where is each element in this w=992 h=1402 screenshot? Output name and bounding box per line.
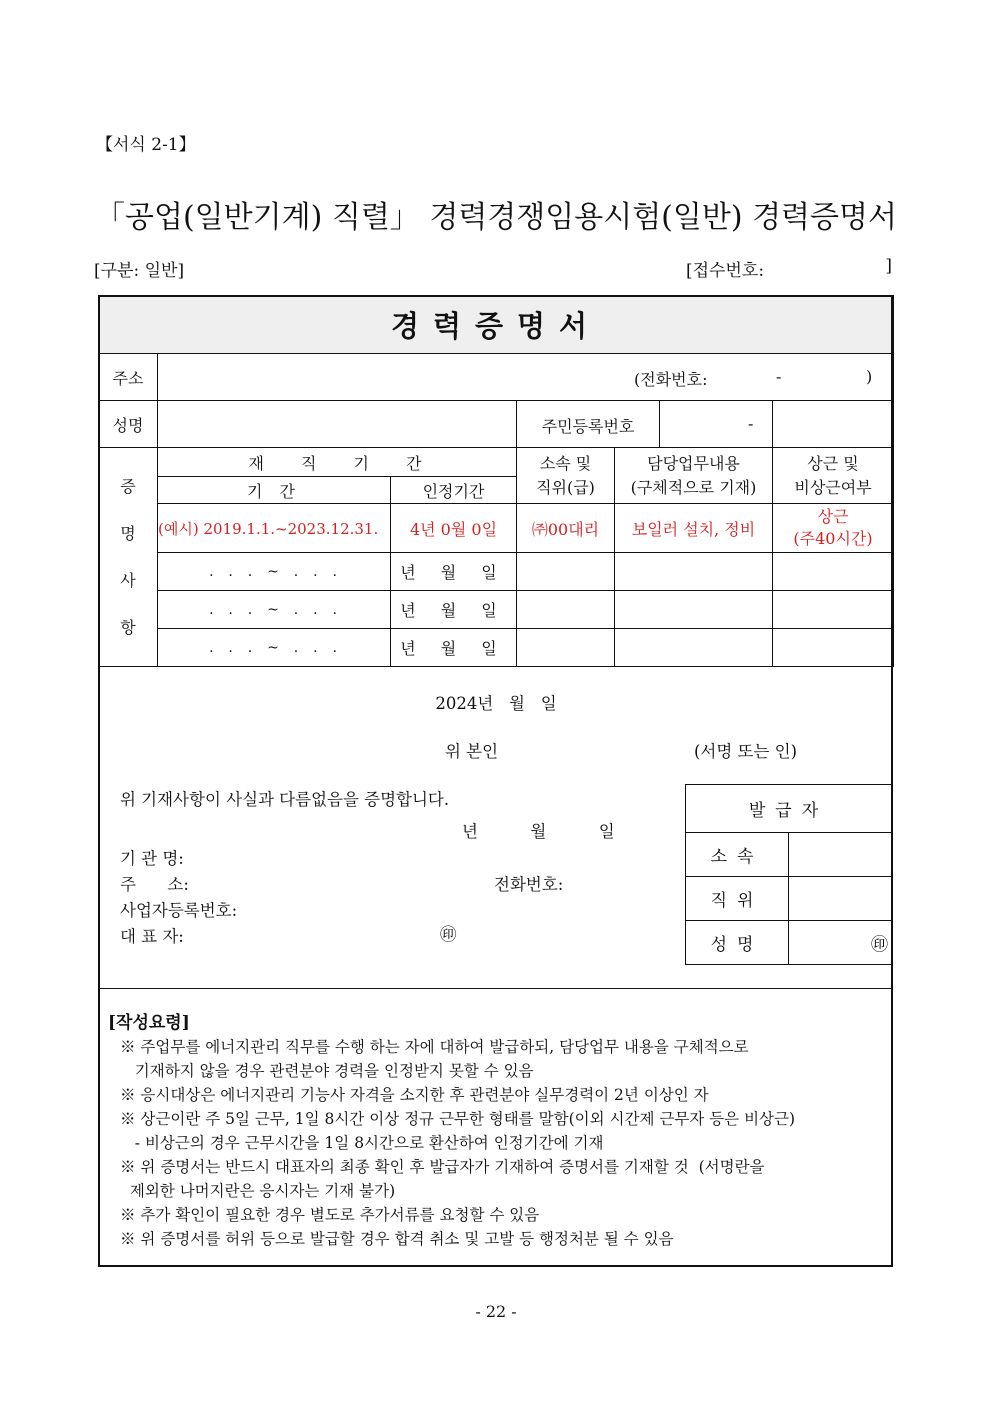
- career-recognized-field[interactable]: 년 월 일: [391, 629, 517, 667]
- guide-line: ※ 주업무를 에너지관리 직무를 수행 하는 자에 대하여 발급하되, 담당업무 내용을 구체적으로: [120, 1038, 749, 1056]
- certify-date: 년 월 일: [462, 822, 615, 841]
- form-code: 【서식 2-1】: [96, 135, 196, 155]
- guide-line: ※ 응시대상은 에너지관리 기능사 자격을 소지한 후 관련분야 실무경력이 2년 이상인 자: [120, 1086, 709, 1104]
- applicant-label: 위 본인: [445, 742, 499, 761]
- guide-line: ※ 상근이란 주 5일 근무, 1일 8시간 이상 정규 근무한 형태를 말함(이외 시간제 근무자 등은 비상근): [120, 1110, 796, 1128]
- guide-line: - 비상근의 경우 근무시간을 1일 8시간으로 환산하여 인정기간에 기재: [120, 1134, 604, 1152]
- certificate-header: 경력증명서: [99, 296, 894, 354]
- example-duty: 보일러 설치, 정비: [615, 504, 773, 553]
- category-label: [구분: 일반]: [94, 261, 185, 281]
- col-position-line1: 소속 및: [539, 453, 592, 473]
- signature-note: (서명 또는 인): [694, 742, 798, 761]
- side-char: 사: [120, 571, 136, 590]
- biz-number-label: 사업자등록번호:: [120, 901, 238, 920]
- org-phone-label: 전화번호:: [494, 875, 564, 894]
- career-period-field[interactable]: . . . ~ . . .: [158, 591, 391, 629]
- guide-line: ※ 추가 확인이 필요한 경우 별도로 추가서류를 요청할 수 있음: [120, 1206, 540, 1224]
- issuer-affiliation-field[interactable]: [789, 833, 892, 877]
- col-position-line2: 직위(급): [536, 477, 595, 497]
- side-char: 증: [120, 476, 136, 496]
- phone-label: (전화번호:: [634, 370, 708, 389]
- guide-heading: [작성요령]: [108, 1013, 190, 1033]
- career-period-field[interactable]: . . . ~ . . .: [158, 553, 391, 591]
- representative-label: 대 표 자:: [120, 927, 184, 946]
- name-label: 성명: [99, 401, 158, 448]
- org-address-label: 주 소:: [120, 875, 189, 894]
- issue-date: 2024년 월 일: [435, 694, 557, 713]
- example-fulltime-line1: 상근: [817, 506, 849, 526]
- issuer-table: [685, 784, 892, 965]
- career-period-field[interactable]: . . . ~ . . .: [158, 629, 391, 667]
- side-char: 명: [120, 523, 136, 543]
- career-recognized-field[interactable]: 년 월 일: [391, 553, 517, 591]
- employment-period-label: 재 직 기 간: [248, 453, 426, 473]
- address-label: 주소: [99, 354, 158, 401]
- guide-line: 제외한 나머지란은 응시자는 기재 불가): [120, 1182, 396, 1200]
- col-fulltime-line1: 상근 및: [807, 453, 859, 473]
- issuer-name-label: 성명: [686, 921, 789, 965]
- page-number: - 22 -: [475, 1302, 517, 1321]
- certify-statement: 위 기재사항이 사실과 다름없음을 증명합니다.: [120, 790, 450, 809]
- representative-seal: ㊞: [440, 925, 457, 944]
- receipt-number: [686, 256, 892, 281]
- receipt-label: [접수번호:: [686, 261, 765, 281]
- section-divider: [98, 988, 893, 989]
- receipt-close: ]: [885, 256, 892, 276]
- guide-line: ※ 위 증명서는 반드시 대표자의 최종 확인 후 발급자가 기재하여 증명서를 기재할 것 (서명란을: [120, 1158, 765, 1176]
- issuer-affiliation-label: 소속: [686, 833, 789, 877]
- issuer-position-field[interactable]: [789, 877, 892, 921]
- col-duty-line2: (구체적으로 기재): [630, 477, 757, 497]
- example-fulltime-line2: (주40시간): [793, 529, 873, 548]
- issuer-header: 발급자: [686, 785, 892, 833]
- document-title: 「공업(일반기계) 직렬」 경력경쟁임용시험(일반) 경력증명서: [95, 200, 897, 235]
- issuer-seal: ㊞: [871, 935, 888, 955]
- issuer-position-label: 직위: [686, 877, 789, 921]
- rrn-dash: -: [748, 414, 754, 433]
- guide-line: ※ 위 증명서를 허위 등으로 발급할 경우 합격 취소 및 고발 등 행정처분 될 수 있음: [120, 1230, 674, 1248]
- col-fulltime-line2: 비상근여부: [794, 477, 872, 497]
- example-recognized: 4년 0월 0일: [391, 504, 517, 553]
- col-period: 기 간: [158, 477, 391, 504]
- example-period: (예시) 2019.1.1.~2023.12.31.: [158, 504, 391, 553]
- phone-dash: -: [776, 367, 782, 386]
- col-recognized: 인정기간: [391, 477, 517, 504]
- org-name-label: 기 관 명:: [120, 849, 184, 868]
- rrn-label: 주민등록번호: [541, 417, 635, 436]
- col-duty-line1: 담당업무내용: [647, 453, 740, 473]
- career-recognized-field[interactable]: 년 월 일: [391, 591, 517, 629]
- side-char: 항: [120, 618, 136, 638]
- guide-line: 기재하지 않을 경우 관련분야 경력을 인정받지 못할 수 있음: [120, 1062, 534, 1080]
- example-position: ㈜00대리: [517, 504, 615, 553]
- phone-close: ): [866, 367, 873, 386]
- issuer-name-field[interactable]: [789, 921, 892, 965]
